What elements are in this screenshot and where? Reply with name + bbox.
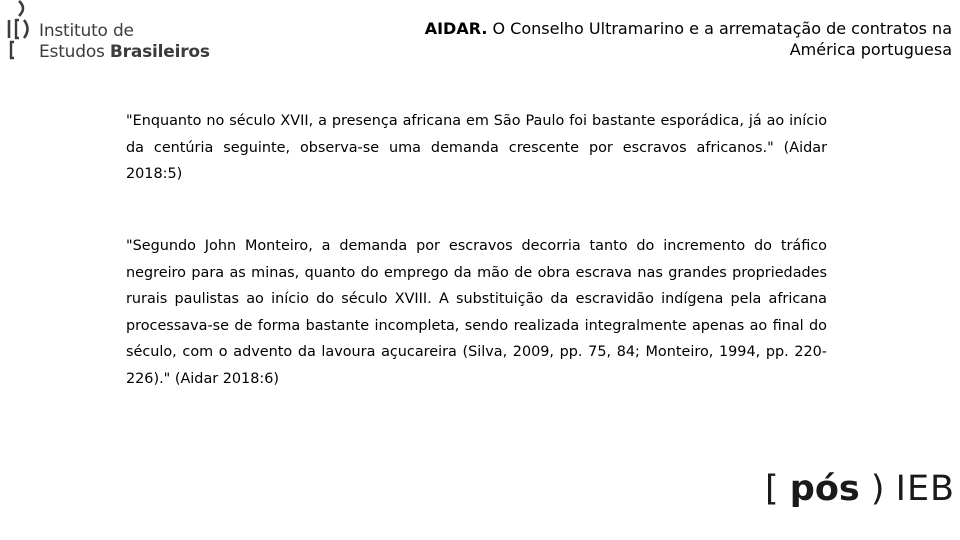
ieb-bracket-mark-icon bbox=[6, 0, 38, 62]
logo-line-2-normal: Estudos bbox=[39, 42, 110, 62]
title-text: O Conselho Ultramarino e a arrematação de contratos na América portuguesa bbox=[487, 19, 952, 59]
pos-ieb-logo bbox=[765, 466, 955, 516]
logo-line-2 bbox=[39, 42, 210, 62]
logo-line-1: Instituto de bbox=[39, 21, 134, 41]
quote-paragraph-2: "Segundo John Monteiro, a demanda por escravos decorria tanto do incremento do tráfico negreiro para as minas, quanto do emprego da mão de obra escrava nas grandes propriedades rurais paulistas ao início do século XVIII. A substituição da escravidão indígena pela africana processava-se de forma bastante incompleta, sendo realizada integralmente apenas ao final do século, com o advento da lavoura açucareira (Silva, 2009, pp. 75, 84; Monteiro, 1994, pp. 220-226)." (Aidar 2018:6) bbox=[126, 238, 827, 387]
pos-open-bracket: [ bbox=[765, 469, 790, 509]
pos-word: pós bbox=[789, 469, 860, 509]
page-title bbox=[392, 18, 952, 60]
pos-close-paren: ) bbox=[859, 469, 896, 509]
logo-line-2-bold: Brasileiros bbox=[109, 42, 210, 62]
quote-paragraph-1: "Enquanto no século XVII, a presença africana em São Paulo foi bastante esporádica, já ao início da centúria seguinte, observa-se uma demanda crescente por escravos africanos." (Aidar 2018:5) bbox=[126, 113, 827, 183]
ieb-logo bbox=[6, 0, 210, 64]
title-author: AIDAR. bbox=[424, 19, 488, 38]
pos-ieb-word: IEB bbox=[895, 469, 956, 509]
pos-ieb-logo-text bbox=[765, 466, 955, 512]
